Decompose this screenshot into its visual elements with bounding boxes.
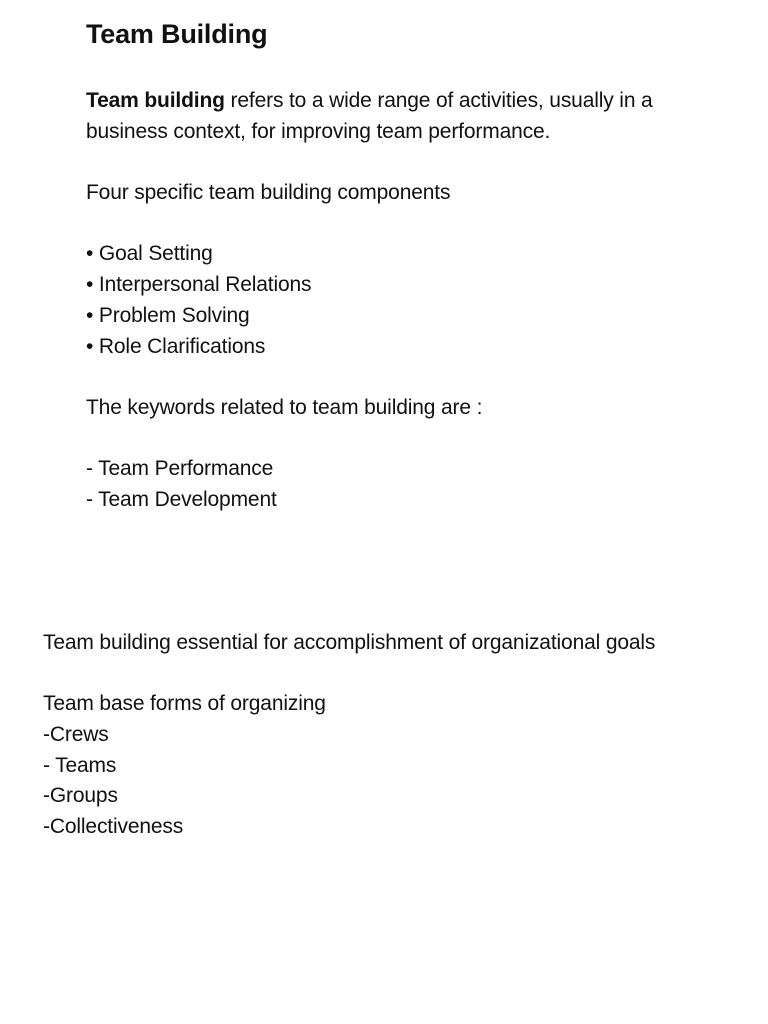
form-item: - Teams [43, 753, 117, 777]
top-section [86, 86, 746, 516]
keywords-heading: The keywords related to team building are : [86, 395, 483, 419]
keyword-item: - Team Development [86, 487, 277, 511]
intro-bold-term: Team building [86, 89, 225, 112]
form-item: -Groups [43, 784, 118, 808]
spacer [86, 209, 746, 240]
spacer [43, 659, 763, 690]
component-item: • Problem Solving [86, 303, 250, 327]
form-item: -Crews [43, 723, 109, 747]
component-item: • Interpersonal Relations [86, 273, 312, 297]
component-item: • Goal Setting [86, 242, 213, 266]
essential-statement: Team building essential for accomplishment of organizational goals [43, 631, 656, 654]
intro-line-1 [86, 86, 746, 117]
spacer [86, 424, 746, 455]
forms-heading: Team base forms of organizing [43, 692, 326, 716]
keyword-item: - Team Performance [86, 457, 274, 481]
component-item: • Role Clarifications [86, 334, 266, 358]
components-heading: Four specific team building components [86, 181, 451, 205]
page-title: Team Building [86, 19, 268, 49]
spacer [86, 147, 746, 178]
intro-line-1-text: refers to a wide range of activities, usually in a [224, 89, 653, 112]
spacer [86, 362, 746, 393]
form-item: -Collectiveness [43, 815, 184, 839]
intro-line-2: business context, for improving team performance. [86, 119, 551, 143]
bottom-section [43, 628, 763, 843]
